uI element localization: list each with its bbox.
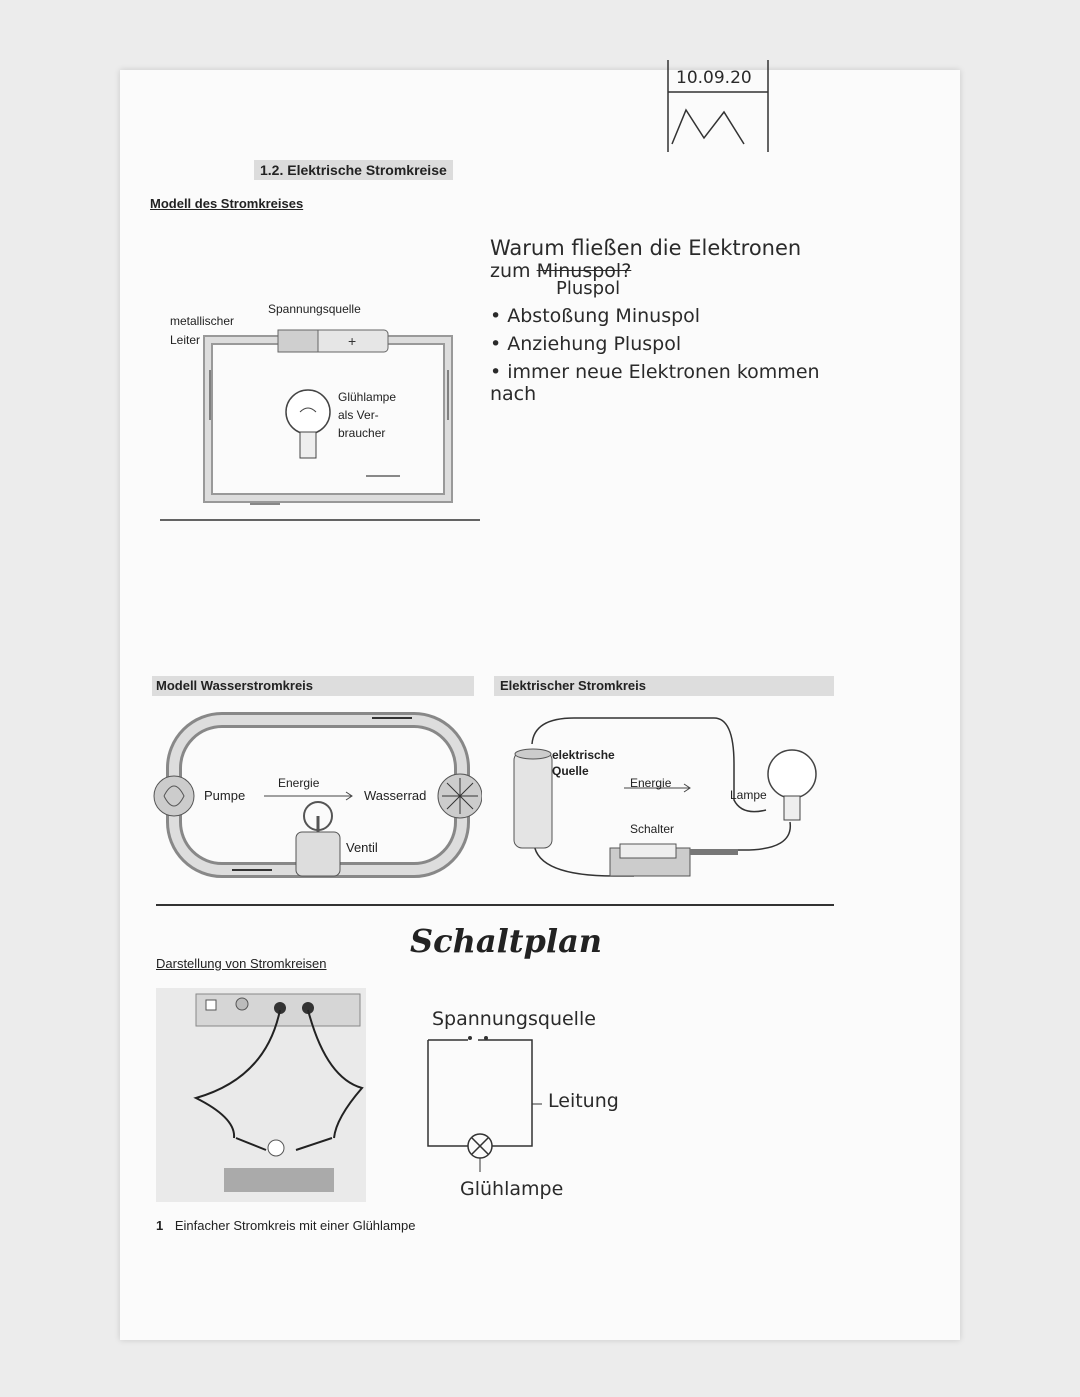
figure-caption	[156, 1218, 415, 1233]
water-model-diagram	[152, 704, 482, 894]
date-text: 10.09.20	[676, 68, 752, 88]
source-label-1: elektrische	[552, 748, 615, 762]
question-line-1: Warum fließen die Elektronen	[490, 236, 802, 260]
source-label-2: Quelle	[552, 764, 589, 778]
bullet-3-text: immer neue Elektronen kommen nach	[490, 361, 820, 405]
lamp-label-1: Glühlampe	[338, 390, 397, 404]
electric-model-drawing	[494, 704, 834, 894]
energy-label: Energie	[278, 776, 320, 790]
electric-model-heading: Elektrischer Stromkreis	[500, 678, 646, 693]
bullet-2-text: Anziehung Pluspol	[507, 333, 682, 355]
svg-text:+: +	[348, 333, 357, 349]
figure-caption-text: Einfacher Stromkreis mit einer Glühlampe	[174, 1218, 416, 1233]
section-title: 1.2. Elektrische Stromkreise	[254, 160, 453, 180]
water-model-heading: Modell Wasserstromkreis	[156, 678, 314, 693]
pump-label: Pumpe	[204, 788, 246, 803]
conductor-label-2: Leiter	[170, 333, 201, 347]
switch-label: Schalter	[630, 822, 675, 836]
struck-word: Minuspol?	[536, 260, 632, 282]
notes-block	[490, 236, 910, 405]
question-prefix: zum	[490, 260, 531, 282]
schematic-title: Schaltplan	[410, 922, 603, 960]
bullet-2: • Anziehung Pluspol	[490, 333, 682, 355]
schematic-source-label: Spannungsquelle	[432, 1008, 596, 1030]
date-stamp	[664, 58, 772, 154]
figure-number: 1	[156, 1218, 164, 1233]
bullet-1: • Abstoßung Minuspol	[490, 305, 701, 327]
model-heading: Modell des Stromkreises	[150, 196, 304, 211]
wheel-label: Wasserrad	[364, 788, 427, 803]
schematic-wire-label: Leitung	[548, 1090, 619, 1112]
lamp-label-3: braucher	[338, 426, 386, 440]
bullet-3: • immer neue Elektronen kommen nach	[490, 361, 820, 405]
schematic-diagram	[420, 1008, 720, 1208]
source-label: Spannungsquelle	[268, 302, 361, 316]
energy-label-electric: Energie	[630, 776, 672, 790]
bullet-1-text: Abstoßung Minuspol	[507, 305, 701, 327]
correction-word: Pluspol	[556, 278, 621, 299]
representation-heading: Darstellung von Stromkreisen	[156, 956, 327, 971]
lamp-label: Lampe	[730, 788, 767, 802]
electric-model-diagram	[494, 704, 834, 894]
water-divider	[156, 904, 834, 906]
valve-label: Ventil	[346, 840, 378, 855]
water-model-drawing	[152, 704, 482, 894]
lamp-label-2: als Ver-	[338, 408, 379, 422]
conductor-label-1: metallischer	[170, 314, 235, 328]
schematic-lamp-label: Glühlampe	[460, 1178, 564, 1200]
circuit-model-diagram	[160, 290, 480, 530]
lab-photo	[156, 988, 366, 1202]
lab-photo-drawing	[156, 988, 366, 1202]
